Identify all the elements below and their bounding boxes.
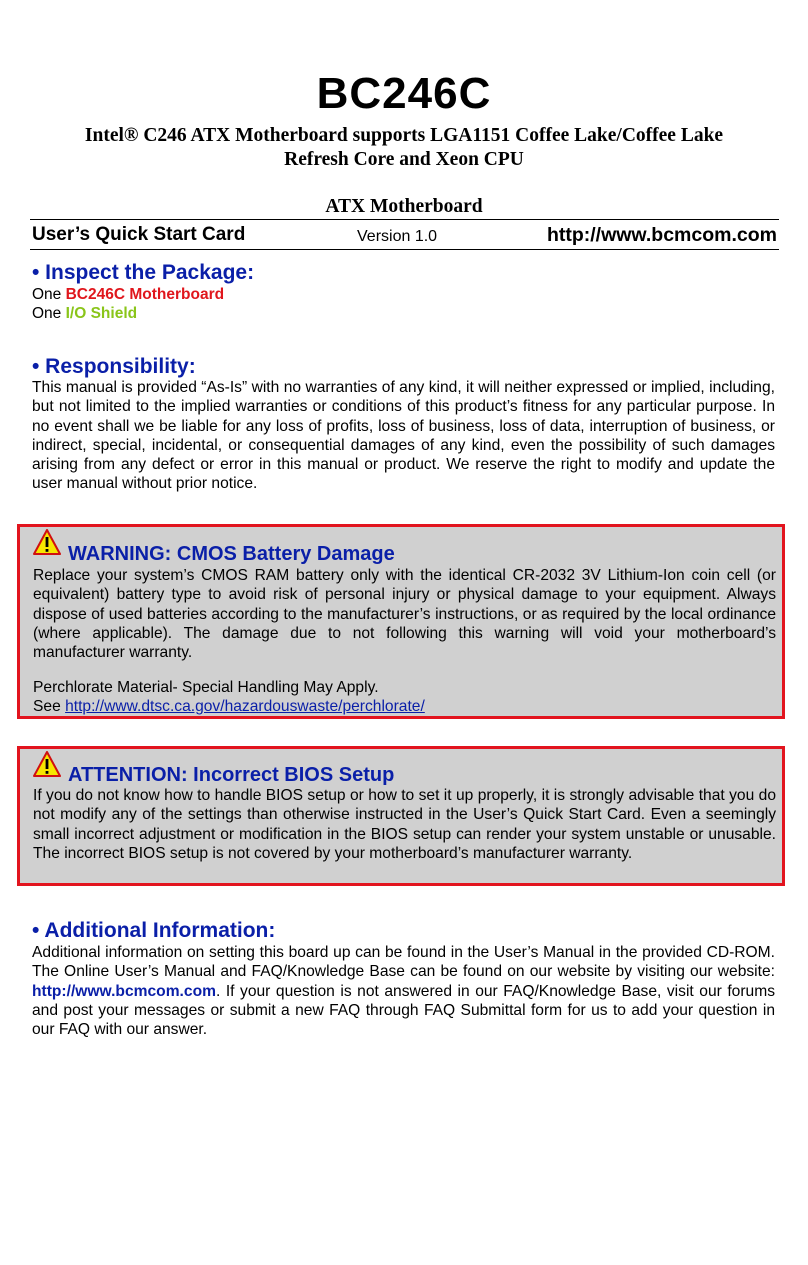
responsibility-heading: • Responsibility:: [32, 355, 196, 378]
bcmcom-link[interactable]: http://www.bcmcom.com: [32, 982, 216, 1000]
warning-triangle-icon: [33, 529, 61, 555]
package-item-name: I/O Shield: [65, 305, 138, 322]
subtitle-line-1: Intel® C246 ATX Motherboard supports LGA1151 Coffee Lake/Coffee Lake: [84, 125, 724, 146]
warning-heading: WARNING: CMOS Battery Damage: [68, 543, 395, 565]
additional-heading: • Additional Information:: [32, 919, 276, 942]
perchlorate-note: Perchlorate Material- Special Handling May Apply.: [33, 679, 379, 696]
inspect-heading: • Inspect the Package:: [32, 261, 255, 284]
perchlorate-link[interactable]: http://www.dtsc.ca.gov/hazardouswaste/perchlorate/: [65, 698, 425, 715]
header-rule-bottom: [30, 249, 779, 250]
subtitle-line-2: Refresh Core and Xeon CPU: [284, 149, 524, 170]
card-info-bar: [32, 222, 777, 250]
version-label: Version 1.0: [357, 228, 438, 245]
additional-text-before: Additional information on setting this board up can be found in the User’s Manual in the provided CD-ROM. The Online User’s Manual and FAQ/Knowledge Base can be found on our website by visiting our website:: [32, 944, 775, 981]
warning-text: Replace your system’s CMOS RAM battery only with the identical CR-2032 3V Lithium-Ion coin cell (or equivalent) battery type to avoid risk of personal injury or physical damage to your equipment. Always dispose of used batteries according to the manufacturer’s instructions, or as required by the local ordinance (where applicable). The damage due to not following this warning will void your motherboard’s manufacturer warranty.: [33, 567, 776, 662]
header-rule-top: [30, 219, 779, 220]
additional-text: [32, 943, 775, 1039]
package-item: [32, 285, 224, 304]
warning-box: [17, 524, 785, 719]
package-item-prefix: One: [32, 286, 66, 303]
model-title: BC246C: [316, 69, 492, 118]
perchlorate-see: [33, 697, 776, 716]
package-item-prefix: One: [32, 305, 66, 322]
website-link[interactable]: http://www.bcmcom.com: [546, 224, 777, 246]
additional-text-after: . If your question is not answered in our FAQ/Knowledge Base, visit our forums and post your messages or submit a new FAQ through FAQ Submittal form for us to add your question in our FAQ with our answer.: [32, 982, 775, 1039]
warning-triangle-icon: [33, 751, 61, 777]
package-item: [32, 304, 137, 323]
attention-heading: ATTENTION: Incorrect BIOS Setup: [68, 764, 395, 786]
responsibility-text: This manual is provided “As-Is” with no warranties of any kind, it will neither expressed or implied, including, but not limited to the implied warranties or conditions of this product’s fitness for any particular purpose. In no event shall we be liable for any loss of profits, loss of business, loss of data, interruption of business, or indirect, special, incidental, or consequential damages of any kind, even the possibility of such damages arising from any defect or error in this manual or product. We reserve the right to modify and update the user manual without prior notice.: [32, 379, 775, 493]
attention-box: [17, 746, 785, 886]
product-subtitle: [40, 124, 768, 172]
package-item-name: BC246C Motherboard: [65, 286, 225, 303]
attention-text: If you do not know how to handle BIOS setup or how to set it up properly, it is strongly advisable that you do not modify any of the settings than otherwise instructed in the User’s Quick Start Card. Even a seemingly small incorrect adjustment or modification in the BIOS setup can render your system unstable or unusable. The incorrect BIOS setup is not covered by your motherboard’s manufacturer warranty.: [33, 787, 776, 862]
form-factor: ATX Motherboard: [325, 196, 483, 217]
card-title: User’s Quick Start Card: [32, 224, 246, 245]
see-label: See: [33, 698, 66, 715]
